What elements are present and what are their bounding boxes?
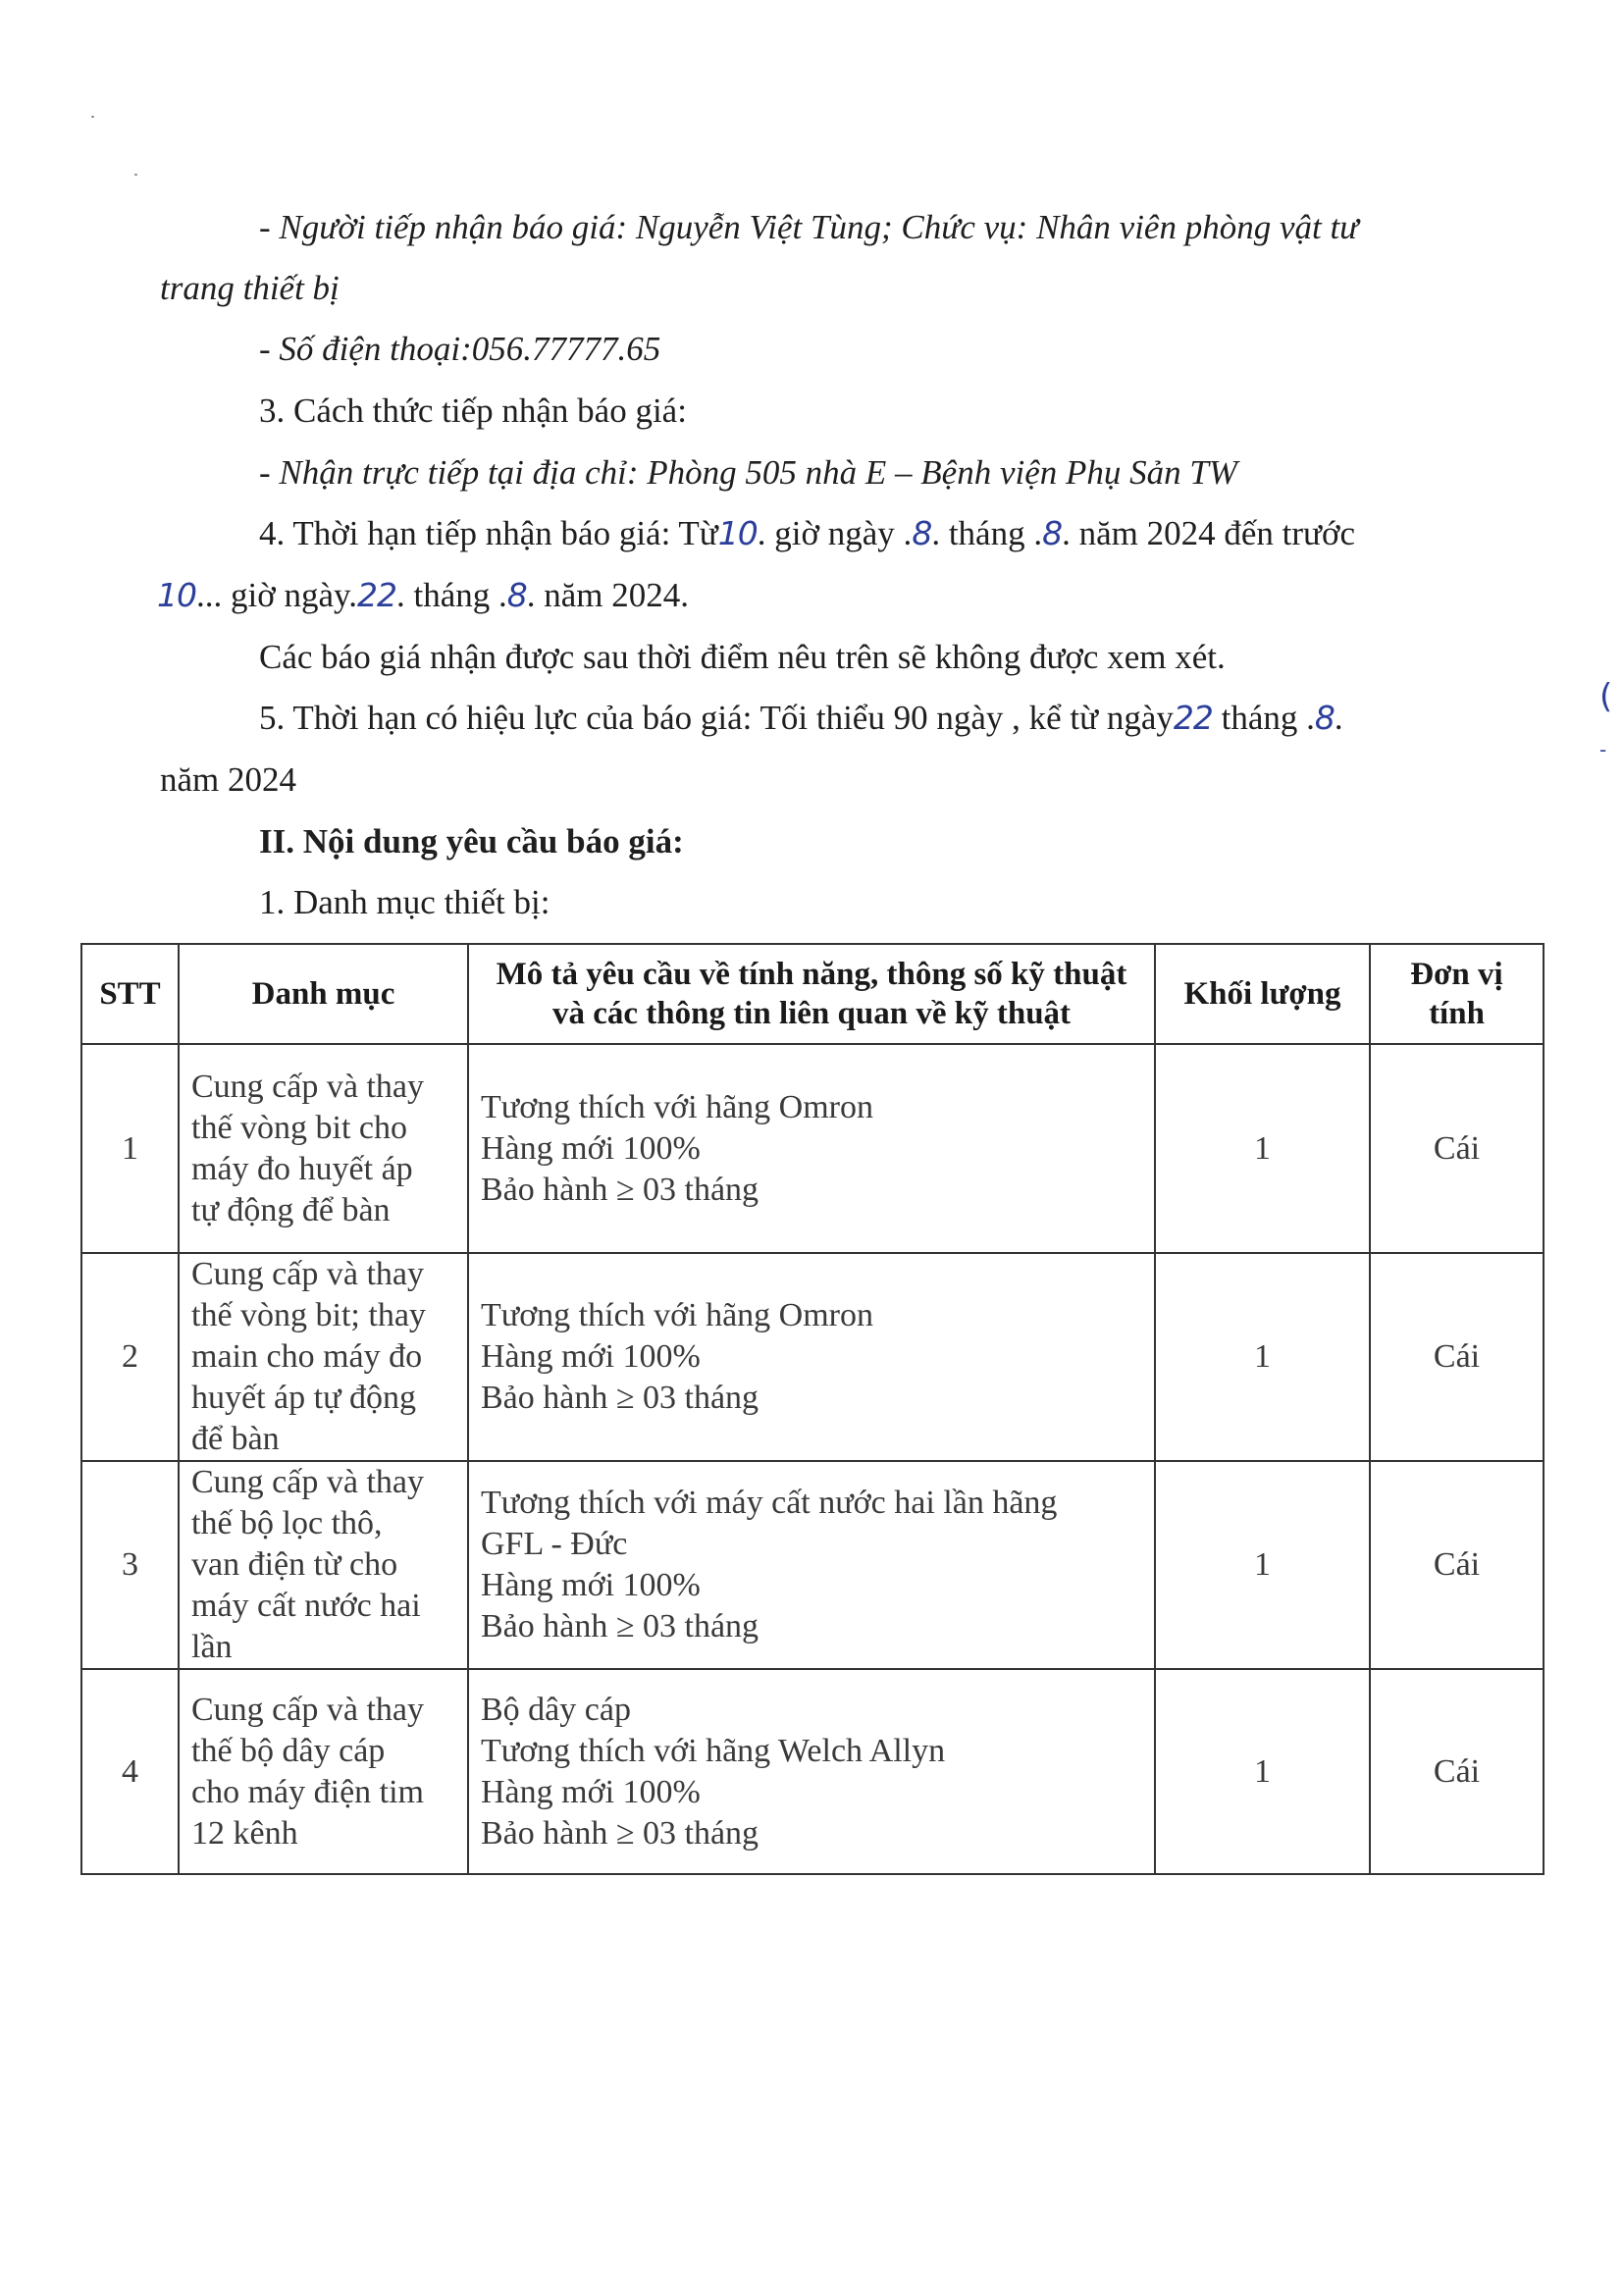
cell-name-line: máy đo huyết áp xyxy=(191,1150,413,1187)
deadline-line-cont xyxy=(157,574,689,617)
deadline-text: ... giờ ngày. xyxy=(196,576,357,614)
cell-name-line: thế bộ dây cáp xyxy=(191,1732,386,1769)
validity-text: . xyxy=(1334,699,1343,737)
phone-line: - Số điện thoại:056.77777.65 xyxy=(259,330,661,368)
header-unit-line: tính xyxy=(1429,996,1485,1031)
cell-desc xyxy=(468,1461,1155,1669)
cell-unit: Cái xyxy=(1370,1044,1544,1253)
cell-name-line: cho máy điện tim xyxy=(191,1773,425,1810)
scan-speck xyxy=(91,116,94,118)
cell-stt: 3 xyxy=(81,1461,179,1669)
cell-desc-line: Bảo hành ≥ 03 tháng xyxy=(481,1171,759,1208)
deadline-text: 4. Thời hạn tiếp nhận báo giá: Từ xyxy=(259,514,718,552)
header-desc-line: Mô tả yêu cầu về tính năng, thông số kỹ thuật xyxy=(496,957,1127,992)
validity-text: 5. Thời hạn có hiệu lực của báo giá: Tối thiểu 90 ngày , kể từ ngày xyxy=(259,699,1174,737)
cell-stt: 4 xyxy=(81,1669,179,1874)
cell-name xyxy=(179,1461,468,1669)
cell-desc-line: Bảo hành ≥ 03 tháng xyxy=(481,1814,759,1852)
cell-name-line: thế vòng bit; thay xyxy=(191,1297,426,1333)
deadline-text: . năm 2024. xyxy=(526,576,690,614)
cell-desc-line: Tương thích với hãng Welch Allyn xyxy=(481,1732,946,1769)
cell-name-line: Cung cấp và thay xyxy=(191,1464,424,1500)
table-row xyxy=(81,1044,1544,1253)
cell-name-line: để bàn xyxy=(191,1421,280,1457)
handwritten-to-hour: 10 xyxy=(157,576,196,614)
cell-name-line: máy cất nước hai xyxy=(191,1588,421,1624)
scan-speck xyxy=(134,174,137,176)
cell-name-line: main cho máy đo xyxy=(191,1338,423,1375)
cell-unit: Cái xyxy=(1370,1669,1544,1874)
cell-name xyxy=(179,1253,468,1461)
header-qty: Khối lượng xyxy=(1155,944,1370,1044)
cell-qty: 1 xyxy=(1155,1461,1370,1669)
cell-name-line: van điện từ cho xyxy=(191,1546,398,1583)
cell-desc-line: Bộ dây cáp xyxy=(481,1691,631,1728)
cell-name xyxy=(179,1044,468,1253)
receiver-line-cont: trang thiết bị xyxy=(160,269,340,307)
cell-unit: Cái xyxy=(1370,1253,1544,1461)
cell-name-line: huyết áp tự động xyxy=(191,1380,417,1416)
table-row xyxy=(81,1253,1544,1461)
cell-qty: 1 xyxy=(1155,1669,1370,1874)
cell-name-line: thế vòng bit cho xyxy=(191,1109,408,1146)
deadline-text: . năm 2024 đến trước xyxy=(1062,514,1356,552)
cell-desc xyxy=(468,1669,1155,1874)
cell-name-line: thế bộ lọc thô, xyxy=(191,1505,383,1541)
header-desc-line: và các thông tin liên quan về kỹ thuật xyxy=(551,996,1072,1031)
header-unit-line: Đơn vị xyxy=(1410,957,1503,992)
cell-qty: 1 xyxy=(1155,1253,1370,1461)
equipment-table xyxy=(80,943,1544,1875)
cell-stt: 1 xyxy=(81,1044,179,1253)
deadline-text: . tháng . xyxy=(396,576,507,614)
cell-name-line: 12 kênh xyxy=(191,1814,298,1852)
handwritten-from-month: 8 xyxy=(1042,514,1063,552)
handwritten-to-month: 8 xyxy=(506,576,527,614)
cell-name-line: tự động để bàn xyxy=(191,1191,391,1228)
cell-qty: 1 xyxy=(1155,1044,1370,1253)
cell-desc-line: GFL - Đức xyxy=(481,1526,628,1562)
handwritten-from-day: 8 xyxy=(912,514,932,552)
section-subtitle: 1. Danh mục thiết bị: xyxy=(259,883,550,921)
cell-name-line: Cung cấp và thay xyxy=(191,1068,424,1105)
cell-name-line: Cung cấp và thay xyxy=(191,1256,424,1292)
table-row xyxy=(81,1669,1544,1874)
header-stt: STT xyxy=(81,944,179,1044)
method-heading: 3. Cách thức tiếp nhận báo giá: xyxy=(259,391,687,430)
validity-line-cont: năm 2024 xyxy=(160,760,297,799)
cell-name-line: lần xyxy=(191,1629,233,1665)
margin-pen-mark: ( xyxy=(1599,677,1613,716)
validity-text: tháng . xyxy=(1212,699,1315,737)
cell-desc-line: Hàng mới 100% xyxy=(481,1129,701,1167)
handwritten-valid-month: 8 xyxy=(1314,699,1335,737)
deadline-line xyxy=(259,512,1355,555)
deadline-text: . giờ ngày . xyxy=(757,514,913,552)
section-title: II. Nội dung yêu cầu báo giá: xyxy=(259,822,684,861)
cell-desc-line: Tương thích với hãng Omron xyxy=(481,1088,873,1125)
table-row xyxy=(81,1461,1544,1669)
table-header-row xyxy=(81,944,1544,1044)
cell-desc xyxy=(468,1253,1155,1461)
receiver-line: - Người tiếp nhận báo giá: Nguyễn Việt Tùng; Chức vụ: Nhân viên phòng vật tư xyxy=(259,208,1359,246)
method-detail: - Nhận trực tiếp tại địa chỉ: Phòng 505 nhà E – Bệnh viện Phụ Sản TW xyxy=(259,453,1238,492)
cell-desc-line: Hàng mới 100% xyxy=(481,1338,701,1375)
cell-stt: 2 xyxy=(81,1253,179,1461)
margin-pen-mark: - xyxy=(1599,738,1607,761)
handwritten-from-hour: 10 xyxy=(717,514,758,552)
header-desc xyxy=(468,944,1155,1044)
cell-unit: Cái xyxy=(1370,1461,1544,1669)
cell-name xyxy=(179,1669,468,1874)
cell-desc-line: Tương thích với máy cất nước hai lần hãng xyxy=(481,1485,1058,1521)
validity-line xyxy=(259,697,1343,740)
header-unit xyxy=(1370,944,1544,1044)
cell-desc-line: Hàng mới 100% xyxy=(481,1773,701,1810)
cell-desc-line: Bảo hành ≥ 03 tháng xyxy=(481,1608,759,1644)
cell-desc-line: Hàng mới 100% xyxy=(481,1567,701,1603)
handwritten-valid-day: 22 xyxy=(1173,699,1213,737)
handwritten-to-day: 22 xyxy=(357,576,396,614)
header-name: Danh mục xyxy=(179,944,468,1044)
deadline-text: . tháng . xyxy=(931,514,1043,552)
cell-desc xyxy=(468,1044,1155,1253)
cell-name-line: Cung cấp và thay xyxy=(191,1691,424,1728)
deadline-note: Các báo giá nhận được sau thời điểm nêu trên sẽ không được xem xét. xyxy=(259,638,1226,676)
cell-desc-line: Tương thích với hãng Omron xyxy=(481,1297,873,1333)
cell-desc-line: Bảo hành ≥ 03 tháng xyxy=(481,1380,759,1416)
